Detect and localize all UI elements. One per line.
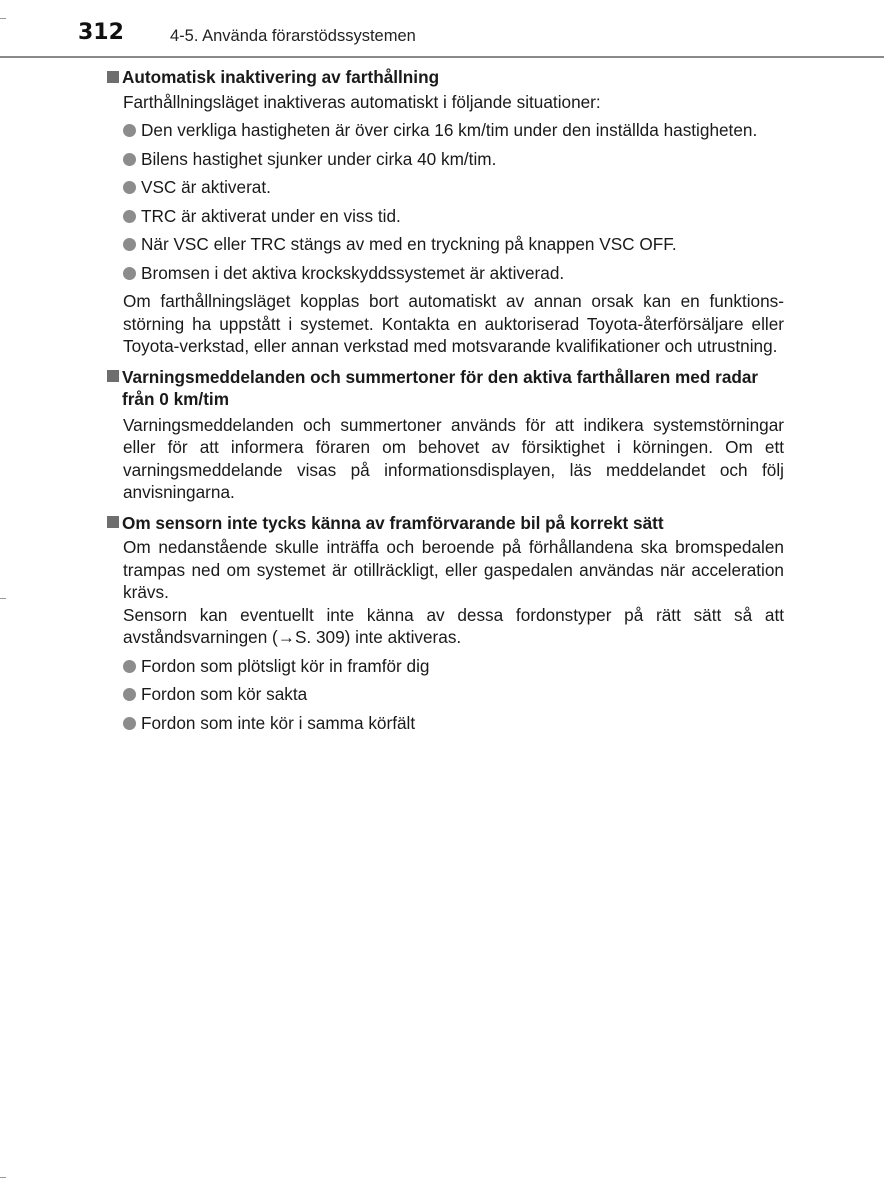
section-heading: [104, 66, 784, 89]
circle-bullet-icon: [123, 660, 136, 673]
list-item-text: Den verkliga hastigheten är över cirka 16 km/tim under den inställda hastigheten.: [141, 120, 758, 140]
list-item: [123, 176, 784, 199]
circle-bullet-icon: [123, 153, 136, 166]
section-warnings: [104, 366, 784, 504]
section-heading: [104, 366, 784, 411]
list-item-text: Bilens hastighet sjunker under cirka 40 km/tim.: [141, 148, 497, 169]
list-item: [123, 655, 784, 678]
circle-bullet-icon: [123, 267, 136, 280]
section-body: Sensorn kan eventuellt inte känna av dessa fordonstyper på rätt sätt så att avståndsvarningen (→S. 309) inte aktiveras.: [123, 604, 784, 647]
square-bullet-icon: [107, 516, 119, 528]
list-item: [123, 683, 784, 706]
list-item-text: Fordon som plötsligt kör in framför dig: [141, 655, 430, 676]
list-item-text: VSC är aktiverat.: [141, 177, 271, 197]
crop-mark: [0, 598, 6, 599]
page-content: [104, 66, 784, 734]
list-item: [123, 148, 784, 171]
list-item: [123, 233, 784, 256]
section-body: Varningsmeddelanden och summertoner används för att indikera systemstörningar eller för att informera föraren om behovet av försiktighet i körningen. Om ett varningsmeddelande visas på informationsdisplayen, läs meddelandet och följ anvisningarna.: [123, 414, 784, 502]
list-item: [123, 205, 784, 228]
square-bullet-icon: [107, 71, 119, 83]
square-bullet-icon: [107, 370, 119, 382]
section-heading-text: Varningsmeddelanden och summertoner för den aktiva farthållaren med radar från 0 km/tim: [122, 366, 759, 409]
chapter-title: 4-5. Använda förarstödssystemen: [170, 27, 416, 45]
list-item: [123, 712, 784, 735]
page-number: 312: [78, 20, 124, 45]
section-heading-text: Om sensorn inte tycks känna av framförvarande bil på korrekt sätt: [122, 512, 664, 533]
list-item-text: Fordon som kör sakta: [141, 684, 308, 704]
circle-bullet-icon: [123, 181, 136, 194]
circle-bullet-icon: [123, 124, 136, 137]
crop-mark: [0, 18, 6, 19]
list-item-text: Fordon som inte kör i samma körfält: [141, 712, 416, 733]
circle-bullet-icon: [123, 210, 136, 223]
section-body: Om nedanstående skulle inträffa och beroende på förhållandena ska bromspedalen trampas ned om systemet är otillräckligt, eller gaspedalen användas när acceleration krävs.: [123, 537, 784, 602]
section-heading-text: Automatisk inaktivering av farthållning: [122, 67, 440, 87]
list-item-text: TRC är aktiverat under en viss tid.: [141, 205, 401, 226]
circle-bullet-icon: [123, 717, 136, 730]
section-heading: [104, 512, 784, 535]
list-item-text: Bromsen i det aktiva krockskyddssystemet är aktiverad.: [141, 262, 565, 283]
list-item: [123, 262, 784, 285]
section-outro: Om farthållningsläget kopplas bort automatiskt av annan orsak kan en funktionsstörning ha uppstått i systemet. Kontakta en auktoriserad Toyota-återförsäljare eller Toyota-verkstad, eller annan verkstad med motsvarande kvalifikationer och utrustning.: [123, 291, 784, 356]
circle-bullet-icon: [123, 688, 136, 701]
section-intro: Farthållningsläget inaktiveras automatiskt i följande situationer:: [123, 91, 601, 112]
list-item: [123, 119, 784, 142]
crop-mark: [0, 1177, 6, 1178]
section-sensor: [104, 512, 784, 735]
circle-bullet-icon: [123, 238, 136, 251]
header-rule: [0, 56, 884, 58]
section-auto-deactivation: [104, 66, 784, 358]
list-item-text: När VSC eller TRC stängs av med en tryckning på knappen VSC OFF.: [141, 234, 677, 254]
